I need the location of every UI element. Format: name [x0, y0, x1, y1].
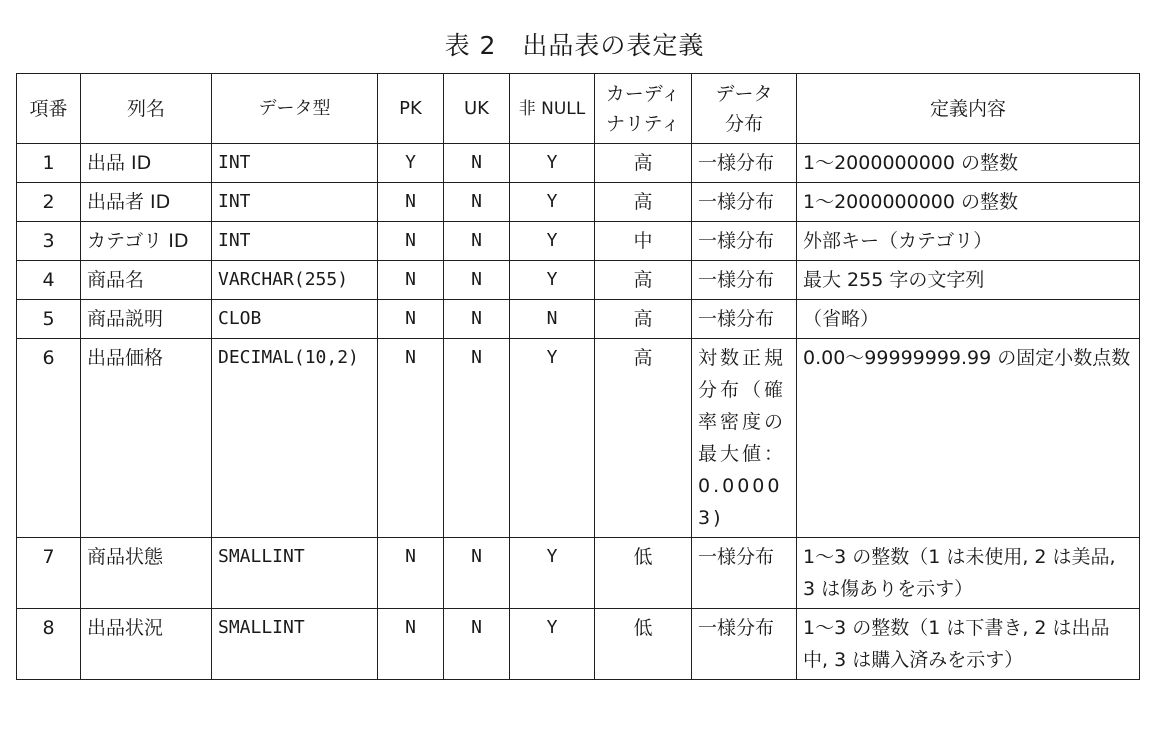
cell-uk: N	[444, 339, 510, 538]
header-pk: PK	[378, 74, 444, 144]
cell-cardinality: 低	[595, 609, 692, 680]
table-row	[17, 300, 1140, 339]
cell-uk: N	[444, 183, 510, 222]
cell-uk: N	[444, 609, 510, 680]
cell-uk: N	[444, 222, 510, 261]
cell-not-null: Y	[510, 183, 595, 222]
cell-cardinality: 中	[595, 222, 692, 261]
cell-definition: 1～2000000000 の整数	[797, 144, 1140, 183]
cell-not-null: Y	[510, 339, 595, 538]
header-uk: UK	[444, 74, 510, 144]
cell-pk: N	[378, 222, 444, 261]
header-no: 項番	[17, 74, 81, 144]
table-row	[17, 261, 1140, 300]
cell-no: 2	[17, 183, 81, 222]
cell-uk: N	[444, 261, 510, 300]
cell-data-type: SMALLINT	[212, 609, 378, 680]
cell-data-type: INT	[212, 183, 378, 222]
cell-not-null: Y	[510, 261, 595, 300]
cell-distribution: 一様分布	[692, 609, 797, 680]
cell-no: 3	[17, 222, 81, 261]
cell-pk: N	[378, 339, 444, 538]
cell-distribution: 一様分布	[692, 183, 797, 222]
cell-uk: N	[444, 538, 510, 609]
cell-definition: （省略）	[797, 300, 1140, 339]
cell-column-name: カテゴリ ID	[81, 222, 212, 261]
header-column-name: 列名	[81, 74, 212, 144]
cell-uk: N	[444, 300, 510, 339]
cell-data-type: CLOB	[212, 300, 378, 339]
cell-uk: N	[444, 144, 510, 183]
table-definition	[16, 73, 1140, 680]
cell-column-name: 商品名	[81, 261, 212, 300]
cell-definition: 0.00～99999999.99 の固定小数点数	[797, 339, 1140, 538]
header-not-null: 非 NULL	[510, 74, 595, 144]
header-definition: 定義内容	[797, 74, 1140, 144]
cell-not-null: Y	[510, 222, 595, 261]
cell-column-name: 出品価格	[81, 339, 212, 538]
cell-column-name: 出品状況	[81, 609, 212, 680]
cell-pk: N	[378, 183, 444, 222]
table-row	[17, 144, 1140, 183]
header-distribution-line2: 分布	[724, 112, 763, 135]
cell-pk: N	[378, 300, 444, 339]
cell-no: 5	[17, 300, 81, 339]
cell-pk: N	[378, 261, 444, 300]
cell-data-type: INT	[212, 144, 378, 183]
header-distribution	[692, 74, 797, 144]
cell-no: 6	[17, 339, 81, 538]
cell-cardinality: 高	[595, 144, 692, 183]
cell-definition: 1～3 の整数（1 は未使用, 2 は美品, 3 は傷ありを示す）	[797, 538, 1140, 609]
cell-distribution: 一様分布	[692, 538, 797, 609]
cell-column-name: 商品説明	[81, 300, 212, 339]
cell-not-null: Y	[510, 144, 595, 183]
cell-no: 7	[17, 538, 81, 609]
cell-distribution: 一様分布	[692, 261, 797, 300]
header-cardinality-line2: ナリティ	[605, 112, 681, 135]
cell-definition: 1～3 の整数（1 は下書き, 2 は出品中, 3 は購入済みを示す）	[797, 609, 1140, 680]
cell-cardinality: 高	[595, 300, 692, 339]
cell-no: 8	[17, 609, 81, 680]
table-row	[17, 339, 1140, 538]
cell-cardinality: 高	[595, 261, 692, 300]
cell-distribution: 一様分布	[692, 222, 797, 261]
cell-column-name: 商品状態	[81, 538, 212, 609]
cell-data-type: SMALLINT	[212, 538, 378, 609]
table-row	[17, 609, 1140, 680]
table-title: 表 2 出品表の表定義	[444, 31, 705, 60]
cell-definition: 1～2000000000 の整数	[797, 183, 1140, 222]
cell-data-type: INT	[212, 222, 378, 261]
header-distribution-line1: データ	[715, 82, 773, 105]
cell-not-null: N	[510, 300, 595, 339]
cell-cardinality: 高	[595, 339, 692, 538]
cell-pk: Y	[378, 144, 444, 183]
cell-not-null: Y	[510, 609, 595, 680]
table-row	[17, 183, 1140, 222]
cell-no: 4	[17, 261, 81, 300]
cell-distribution: 一様分布	[692, 300, 797, 339]
cell-pk: N	[378, 538, 444, 609]
header-row	[17, 74, 1140, 144]
cell-cardinality: 低	[595, 538, 692, 609]
header-data-type: データ型	[212, 74, 378, 144]
header-cardinality-line1: カーディ	[605, 82, 681, 105]
cell-column-name: 出品者 ID	[81, 183, 212, 222]
cell-no: 1	[17, 144, 81, 183]
table-row	[17, 538, 1140, 609]
cell-distribution: 一様分布	[692, 144, 797, 183]
cell-definition: 外部キー（カテゴリ）	[797, 222, 1140, 261]
cell-pk: N	[378, 609, 444, 680]
cell-cardinality: 高	[595, 183, 692, 222]
cell-data-type: VARCHAR(255)	[212, 261, 378, 300]
cell-distribution: 対数正規分布（確率密度の最大値：0.00003)	[692, 339, 797, 538]
cell-definition: 最大 255 字の文字列	[797, 261, 1140, 300]
cell-not-null: Y	[510, 538, 595, 609]
table-row	[17, 222, 1140, 261]
cell-data-type: DECIMAL(10,2)	[212, 339, 378, 538]
header-cardinality	[595, 74, 692, 144]
cell-column-name: 出品 ID	[81, 144, 212, 183]
